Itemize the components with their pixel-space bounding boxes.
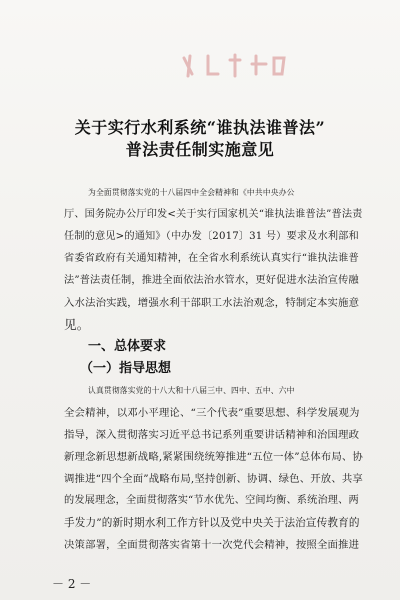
document-title-line-1: 关于实行水利系统“谁执法谁普法” [74,118,326,137]
guiding-line-1: 认真贯彻落实党的十八大和十八届三中、四中、五中、六中 [88,386,295,395]
guiding-line-2: 全会精神，以邓小平理论、“三个代表”重要思想、科学发展观为 [64,407,360,419]
guiding-line-5: 调推进“四个全面”战略布局,坚持创新、协调、绿色、开放、共享 [64,473,363,485]
subsection-heading-guiding-ideology: （一）指导思想 [80,361,172,376]
intro-line-4: 省委省政府有关通知精神，在全省水利系统认真实行“谁执法谁普 [64,253,359,264]
section-heading-general-requirements: 一、总体要求 [88,339,167,354]
intro-line-1: 为全面贯彻落实党的十八届四中全会精神和《中共中央办公 [88,188,295,197]
guiding-line-4: 新理念新思想新战略,紧紧围绕统筹推进“五位一体”总体布局、协 [64,451,363,463]
intro-line-6: 入水法治实践，增强水利干部职工水法治观念，特制定本实施意 [64,297,360,309]
page-number: － 2 － [52,577,92,591]
intro-line-7: 见。 [64,317,90,332]
document-title-line-2: 普法责任制实施意见 [125,140,275,159]
intro-line-3: 任制的意见>的通知》（中办发〔2017〕31 号）要求及水利部和 [64,231,359,242]
guiding-line-7: 手发力”的新时期水利工作方针以及党中央关于法治宣传教育的 [64,517,360,529]
red-stamp-bleed-through [178,50,290,80]
intro-line-5: 法”普法责任制，推进全面依法治水管水，更好促进水法治宣传融 [64,275,359,286]
guiding-line-3: 指导，深入贯彻落实习近平总书记系列重要讲话精神和治国理政 [64,429,360,441]
guiding-line-8: 决策部署，全面贯彻落实省第十一次党代会精神，按照全面推进 [64,539,360,551]
guiding-line-6: 的发展理念，全面贯彻落实“节水优先、空间均衡、系统治理、两 [64,495,359,506]
intro-line-2: 厅、国务院办公厅印发<关于实行国家机关“谁执法谁普法”普法责 [64,209,363,220]
